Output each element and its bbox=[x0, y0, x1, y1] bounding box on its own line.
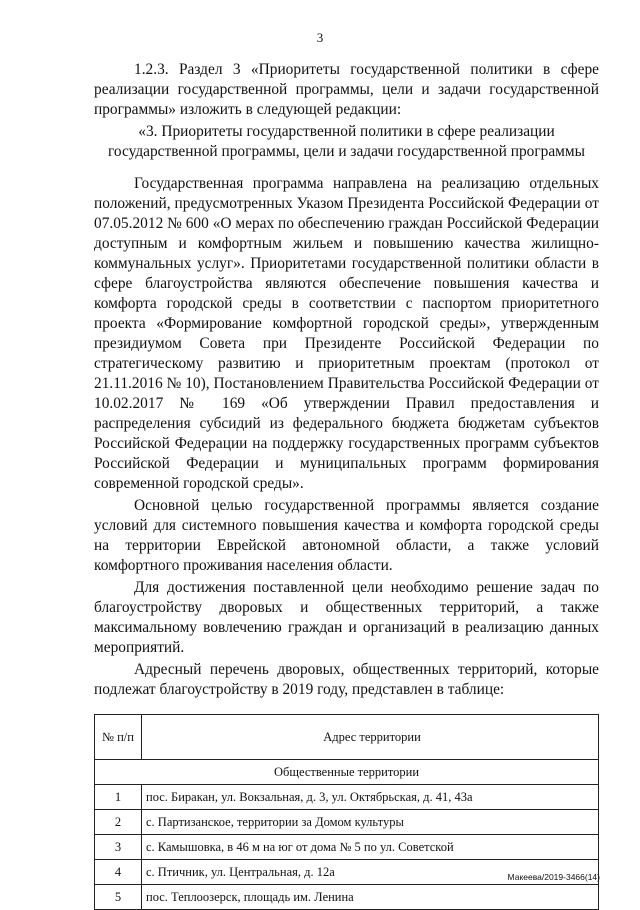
row-num: 3 bbox=[95, 835, 142, 860]
row-address: с. Партизанское, территории за Домом культуры bbox=[142, 810, 599, 835]
table-row bbox=[95, 885, 599, 910]
header-address: Адрес территории bbox=[142, 715, 599, 760]
document-code: Макеева/2019-3466(14) bbox=[507, 872, 600, 882]
table-header-row bbox=[95, 715, 599, 760]
table-row bbox=[95, 835, 599, 860]
paragraph-3: Для достижения поставленной цели необходимо решение задач по благоустройству дворовых и общественных территорий, а также максимальному вовлечению граждан и организаций в реализацию данных мероприятий. bbox=[94, 579, 599, 656]
table-group-row bbox=[95, 760, 599, 785]
paragraph-1: Государственная программа направлена на реализацию отдельных положений, предусмотренных Указом Президента Российской Федерации от 07.05.2012 № 600 «О мерах по обеспечению граждан Российской Федерации доступным и комфортным жильем и повышению качества жилищно-коммунальных услуг». Приоритетами государственной политики области в сфере благоустройства являются обеспечение повышения качества и комфорта городской среды в соответствии с паспортом приоритетного проекта «Формирование комфортной городской среды», утвержденным президиумом Совета при Президенте Российской Федерации по стратегическому развитию и приоритетным проектам (протокол от 21.11.2016 № 10), Постановлением Правительства Российской Федерации от 10.02.2017 № 169 «Об утверждении Правил предоставления и распределения субсидий из федерального бюджета бюджетам субъектов Российской Федерации на поддержку государственных программ субъектов Российской Федерации и муниципальных программ формирования современной городской среды». bbox=[94, 175, 599, 492]
section-intro: 1.2.3. Раздел 3 «Приоритеты государственной политики в сфере реализации государственной программы, цели и задачи государственной программы» изложить в следующей редакции: bbox=[94, 61, 599, 118]
section-heading: «3. Приоритеты государственной политики в сфере реализации государственной программы, цели и задачи государственной программы bbox=[107, 123, 586, 160]
row-num: 5 bbox=[95, 885, 142, 910]
row-address: с. Птичник, ул. Центральная, д. 12а bbox=[142, 860, 599, 885]
group-label: Общественные территории bbox=[95, 760, 599, 785]
row-num: 1 bbox=[95, 785, 142, 810]
header-num: № п/п bbox=[95, 715, 142, 760]
row-address: с. Камышовка, в 46 м на юг от дома № 5 по ул. Советской bbox=[142, 835, 599, 860]
row-num: 2 bbox=[95, 810, 142, 835]
paragraph-2: Основной целью государственной программы является создание условий для системного повышения качества и комфорта городской среды на территории Еврейской автономной области, а также условий комфортного проживания населения области. bbox=[94, 497, 599, 574]
page-number: 3 bbox=[316, 30, 324, 45]
row-address: пос. Биракан, ул. Вокзальная, д. 3, ул. Октябрьская, д. 41, 43а bbox=[142, 785, 599, 810]
document-body bbox=[94, 60, 599, 910]
table-row bbox=[95, 785, 599, 810]
paragraph-4: Адресный перечень дворовых, общественных территорий, которые подлежат благоустройству в 2019 году, представлен в таблице: bbox=[94, 661, 599, 698]
row-num: 4 bbox=[95, 860, 142, 885]
table-row bbox=[95, 810, 599, 835]
row-address: пос. Теплоозерск, площадь им. Ленина bbox=[142, 885, 599, 910]
